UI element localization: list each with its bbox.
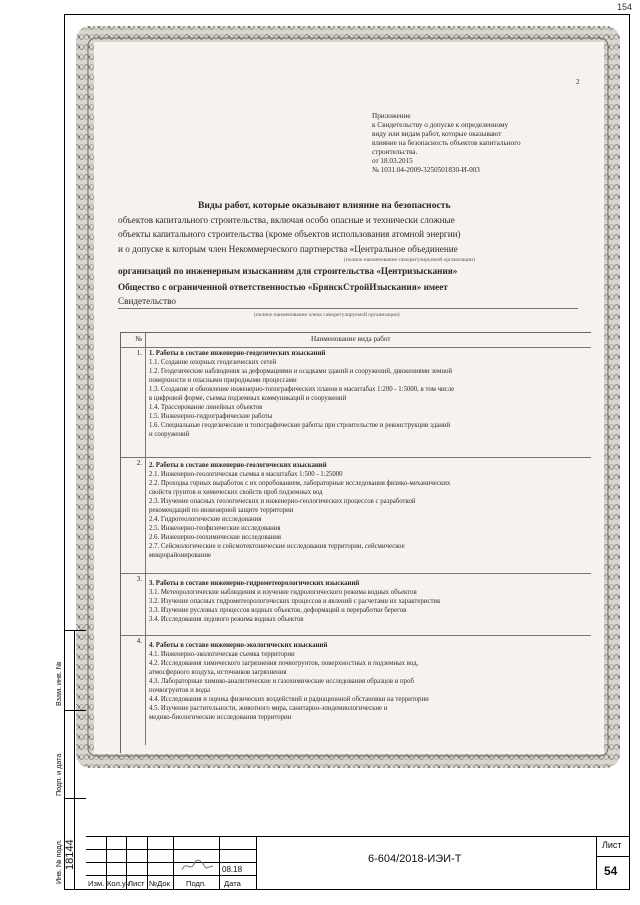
row-content: 1. Работы в составе инженерно-геодезических изысканий 1.1. Создание опорных геодезических сетей 1.2. Геодезические наблюдения за деформациями и осадками зданий и сооружений, движениями земной поверхности и опасными природными процессами 1.3. Создание и обновление инженерно-топографических планов в масштабах 1:200 - 1:5000, в том числе в цифровой форме, съемка подземных коммуникаций и сооружений 1.4. Трассирование линейных объектов 1.5. Инженерно-гидрографические работы 1.6. Специальные геодезические и топографические работы при строительстве и реконструкции зданий и сооружений (149, 350, 455, 438)
certificate-title: Виды работ, которые оказывают влияние на безопасность (198, 200, 451, 211)
stamp-podp-label: Подп. и дата (54, 753, 63, 796)
intro-line: объектов капитального строительства, включая особо опасные и технически сложные (118, 215, 455, 225)
intro-line: и о допуске к которым член Некоммерческого партнерства «Центральное объединение (118, 244, 458, 254)
row-content: 3. Работы в составе инженерно-гидрометеорологических изысканий 3.1. Метеорологические наблюдения и изучение гидрологического режима водных объектов 3.2. Изучение опасных гидрометеорологических процессов и явлений с расчетами их характеристик 3.3. Изучение русловых процессов водных объектов, деформаций и переработки берегов 3.4. Исследования ледового режима водных объектов (149, 580, 441, 623)
row-content: 4. Работы в составе инженерно-экологических изысканий 4.1. Инженерно-экологическая съемка территории 4.2. Исследования химического загрязнения почвогрунтов, поверхностных и подземных вод, атмосферного воздуха, источников загрязнения 4.3. Лабораторные химико-аналитические и газохимические исследования образцов и проб почвогрунтов и воды 4.4. Исследования и оценка физических воздействий и радиационной обстановки на территории 4.5. Изучение растительности, животного мира, санитарно-эпидемиологические и медико-биологические исследования территории (149, 642, 429, 721)
page-number: 154 (616, 2, 632, 12)
doc-code: 6-604/2018-ИЭИ-Т (368, 853, 462, 865)
table-header (121, 333, 591, 348)
appendix-line: влияние на безопасность объектов капитального (372, 139, 521, 147)
header-num: № (135, 335, 142, 343)
header-list: Лист (128, 879, 145, 888)
certificate-corner-number: 2 (576, 78, 580, 86)
intro-line: Общество с ограниченной ответственностью «БрянскСтройИзыскания» имеет (118, 282, 448, 292)
stamp-inv-value: 18144 (64, 839, 76, 870)
sheet-value: 54 (604, 864, 618, 878)
appendix-line: от 18.03.2015 (372, 157, 413, 165)
date-value: 08.18 (222, 865, 243, 874)
sheet-label: Лист (602, 840, 622, 850)
appendix-line: к Свидетельству о допуске к определенному (372, 121, 509, 129)
stamp-inv-label: Инв. № подл. (54, 839, 63, 884)
row-number: 1. (136, 349, 142, 357)
header-data: Дата (224, 879, 241, 888)
header-doc: №Док (149, 879, 170, 888)
stamp-vzam-label: Взам. инв. № (54, 661, 63, 706)
appendix-line: виду или видам работ, которые оказывают (372, 130, 502, 138)
table-row (121, 635, 591, 745)
note-member: (полное наименование члена саморегулируемой организации) (254, 312, 400, 318)
row-number: 4. (136, 637, 142, 645)
table-row (121, 573, 591, 636)
header-izm: Изм. (88, 879, 105, 888)
table-row (121, 347, 591, 458)
underline (118, 308, 578, 309)
signature-mark (180, 858, 216, 874)
certificate-body (94, 42, 604, 754)
intro-line: объекты капитального строительства (кроме объектов использования атомной энергии) (118, 229, 461, 239)
note-sro: (полное наименование саморегулируемой организации) (344, 257, 475, 263)
row-content: 2. Работы в составе инженерно-геологических изысканий 2.1. Инженерно-геологическая съемка в масштабах 1:500 - 1:25000 2.2. Проходка горных выработок с их опробованием, лабораторные исследования физико-механических свойств грунтов и химических свойств проб подземных вод 2.3. Изучение опасных геологических и инженерно-геологических процессов с разработкой рекомендаций по инженерной защите территории 2.4. Гидрогеологические исследования 2.5. Инженерно-геофизические исследования 2.6. Инженерно-геохимические исследования 2.7. Сейсмологические и сейсмотектонические исследования территории, сейсмическое микрорайонирование (149, 462, 451, 559)
row-number: 2. (136, 459, 142, 467)
certificate-scan (74, 22, 622, 772)
intro-line: организаций по инженерным изысканиям для строительства «Центризыскания» (118, 266, 458, 276)
appendix-line: строительства. (372, 148, 418, 156)
header-kolvo: Кол.уч (107, 879, 130, 888)
intro-line: Свидетельство (118, 296, 176, 306)
header-podp: Подп. (186, 879, 207, 888)
appendix-line: Приложение (372, 112, 411, 120)
row-number: 3. (136, 575, 142, 583)
works-table (120, 332, 591, 753)
appendix-line: № 1031.04-2009-3250501830-И-003 (372, 166, 480, 174)
header-name: Наименование вида работ (311, 335, 391, 343)
table-row (121, 457, 591, 574)
